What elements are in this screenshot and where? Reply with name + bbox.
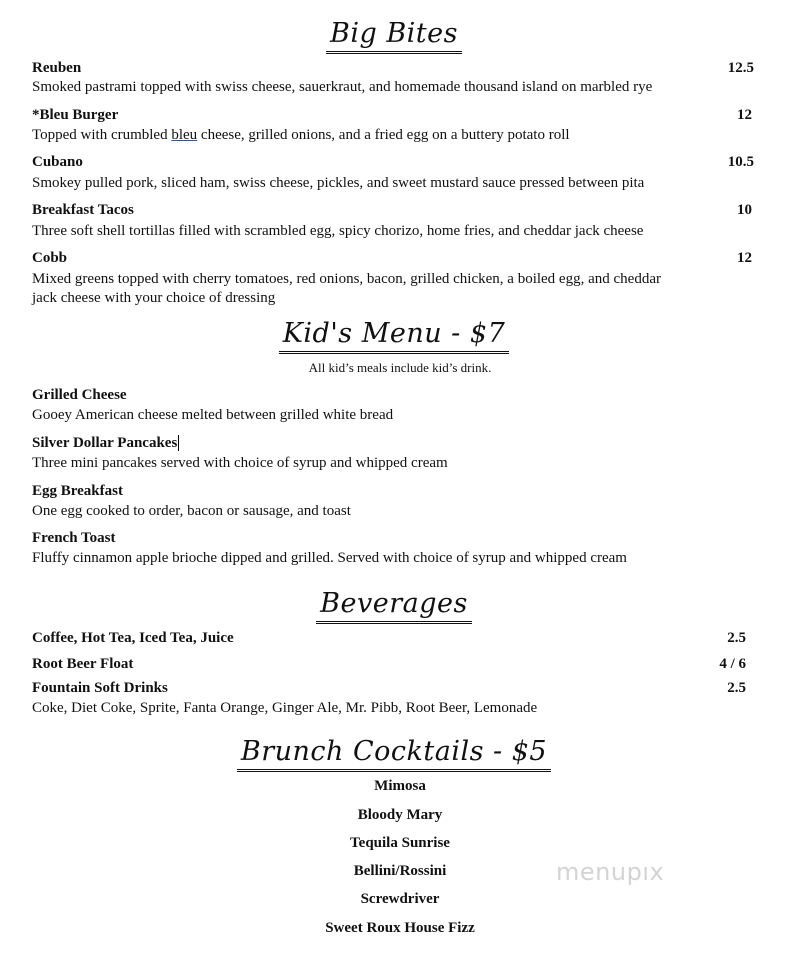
menu-item-description: Smoked pastrami topped with swiss cheese, sauerkraut, and homemade thousand island on marbled rye: [32, 79, 653, 95]
brunch-cocktails-title: Brunch Cocktails - $5: [0, 736, 788, 772]
kids-menu-note: All kid’s meals include kid’s drink.: [308, 360, 492, 375]
beverages-title: Beverages: [0, 588, 788, 624]
menu-item-description: Mixed greens topped with cherry tomatoes, red onions, bacon, grilled chicken, a boiled egg, and cheddar: [32, 271, 661, 287]
menu-item-price: 12.5: [727, 60, 754, 76]
menu-item-name: Root Beer Float: [32, 656, 134, 672]
cocktail-item: Bloody Mary: [357, 807, 443, 823]
menu-item-name: Breakfast Tacos: [32, 202, 134, 218]
menu-item-name: [32, 435, 179, 452]
menu-item-price: 2.5: [727, 680, 746, 696]
menu-item-price: 10.5: [727, 154, 754, 170]
menu-item-name: *Bleu Burger: [32, 107, 119, 123]
menu-item-price: 12: [737, 250, 752, 266]
menupix-watermark: menupıx: [556, 858, 665, 886]
menu-item-name: French Toast: [32, 530, 116, 546]
cocktail-item: Sweet Roux House Fizz: [325, 920, 475, 936]
menu-item-price: 4 / 6: [719, 656, 746, 672]
menu-item-name: Coffee, Hot Tea, Iced Tea, Juice: [32, 630, 234, 646]
cocktail-item: Mimosa: [374, 778, 426, 794]
menu-item-description: Topped with crumbled bleu cheese, grilled onions, and a fried egg on a buttery potato roll: [32, 127, 570, 143]
menu-item-name: Fountain Soft Drinks: [32, 680, 168, 696]
bleu-spell-underline: bleu: [171, 127, 198, 143]
menu-item-description: One egg cooked to order, bacon or sausage, and toast: [32, 503, 351, 519]
menu-item-description: Gooey American cheese melted between grilled white bread: [32, 407, 394, 423]
menu-item-name: Cubano: [32, 154, 83, 170]
kids-menu-title: Kid's Menu - $7: [0, 318, 788, 354]
menu-item-description: Coke, Diet Coke, Sprite, Fanta Orange, Ginger Ale, Mr. Pibb, Root Beer, Lemonade: [32, 700, 538, 716]
menu-item-price: 2.5: [727, 630, 746, 646]
menu-item-name: Cobb: [32, 250, 68, 266]
menu-item-description: Fluffy cinnamon apple brioche dipped and grilled. Served with choice of syrup and whipped cream: [32, 550, 627, 566]
cocktail-item: Bellini/Rossini: [353, 863, 447, 879]
menu-item-name: Egg Breakfast: [32, 483, 123, 499]
menu-item-price: 12: [737, 107, 752, 123]
big-bites-title: Big Bites: [0, 18, 788, 54]
cocktail-item: Tequila Sunrise: [350, 835, 450, 851]
menu-item-price: 10: [737, 202, 752, 218]
menu-item-name: Reuben: [32, 60, 82, 76]
menu-item-description: Three soft shell tortillas filled with scrambled egg, spicy chorizo, home fries, and cheddar jack cheese: [32, 223, 644, 239]
cocktail-item: Screwdriver: [360, 891, 440, 907]
menu-item-description: jack cheese with your choice of dressing: [32, 290, 276, 306]
menu-item-description: Three mini pancakes served with choice of syrup and whipped cream: [32, 455, 448, 471]
text-cursor: Silver Dollar Pancakes: [32, 435, 178, 451]
menu-item-name: Grilled Cheese: [32, 387, 127, 403]
menu-item-description: Smokey pulled pork, sliced ham, swiss cheese, pickles, and sweet mustard sauce pressed between pita: [32, 175, 645, 191]
